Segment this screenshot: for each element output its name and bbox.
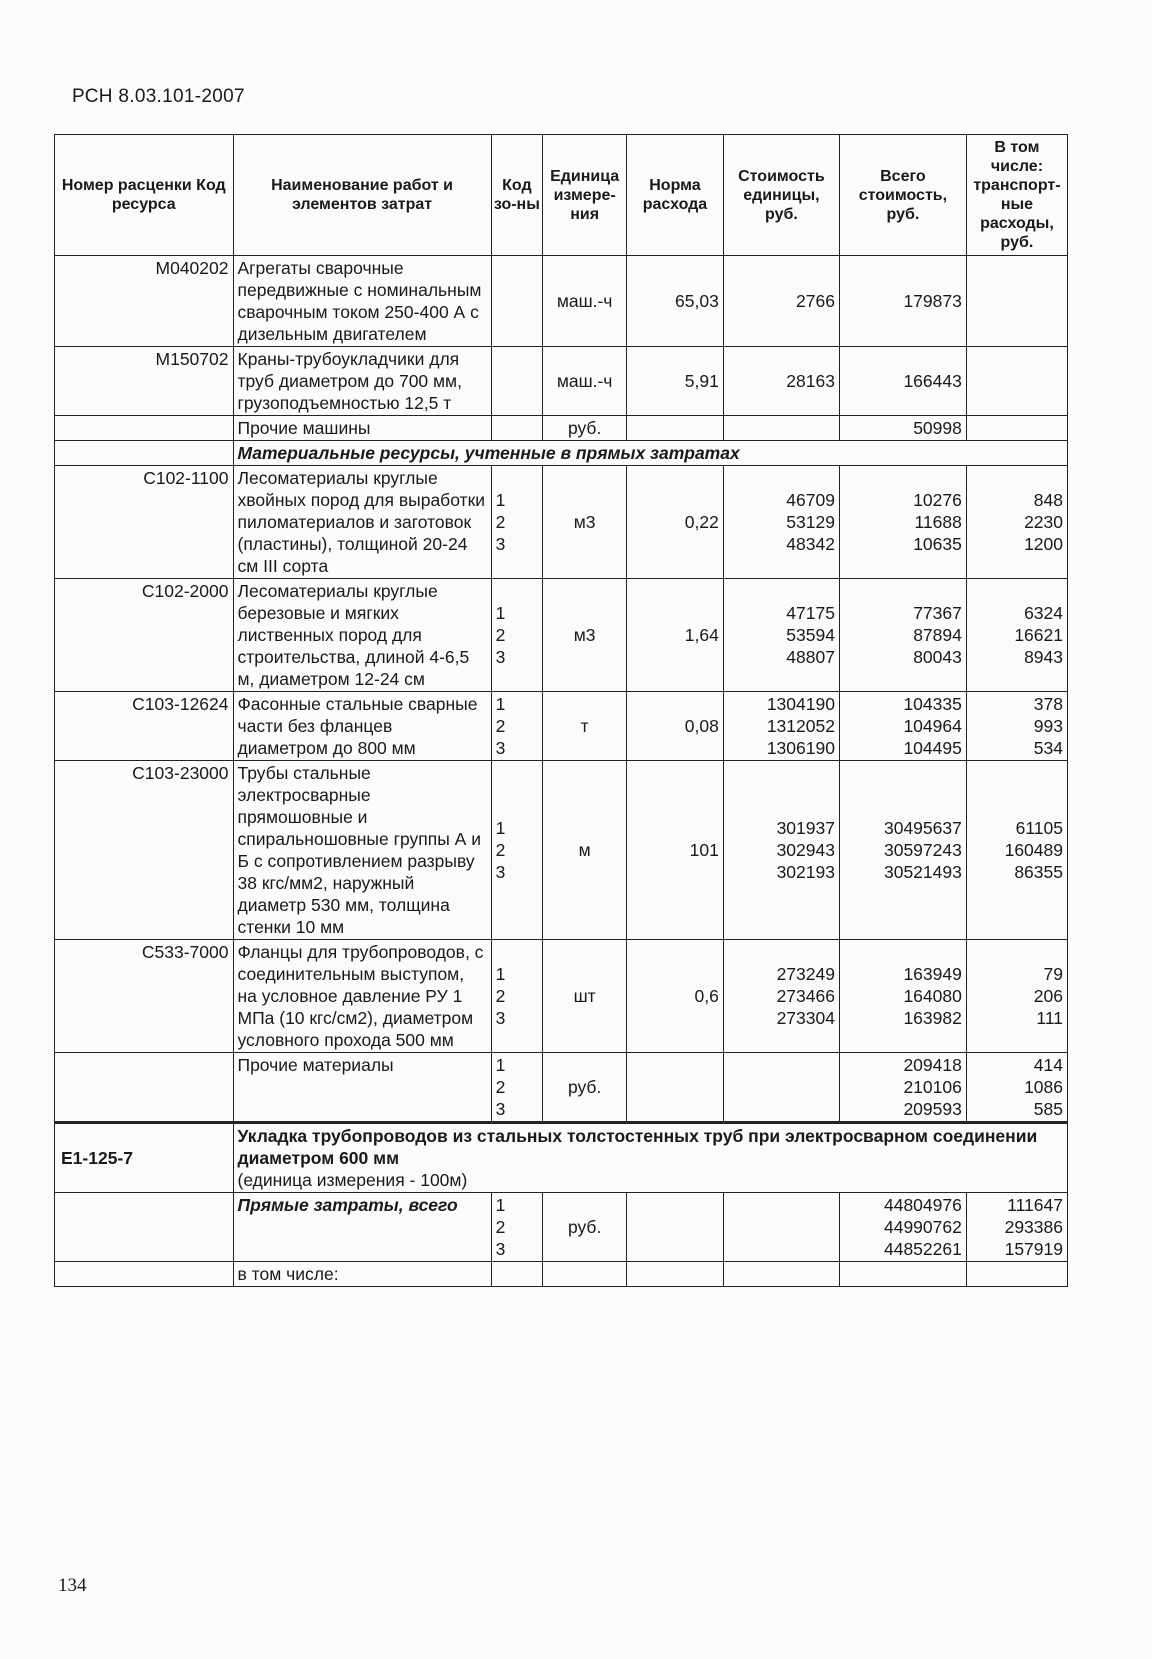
col-header-unit-cost: Стоимость единицы, руб. — [723, 135, 839, 256]
col-header-name: Наименование работ и элементов затрат — [233, 135, 491, 256]
total-cell: 179873 — [839, 256, 966, 347]
transport-zone-3: 111 — [1036, 1008, 1063, 1028]
resource-code: М150702 — [55, 347, 234, 416]
unit-cost-cell — [723, 1053, 839, 1123]
unit-cost-cell — [723, 1193, 839, 1262]
transport-zone-2: 160489 — [1004, 840, 1063, 860]
zone-3: 3 — [495, 534, 506, 554]
transport-zone-2: 1086 — [1024, 1077, 1063, 1097]
zone-2: 2 — [495, 625, 506, 645]
zone-cell — [491, 416, 543, 441]
zone-cell — [491, 347, 543, 416]
unit-cost-zone-1: 47175 — [786, 603, 835, 623]
table-row — [55, 347, 1068, 416]
unit-cost-cell — [723, 1262, 839, 1287]
norm-cell: 0,6 — [627, 940, 724, 1053]
norm-cell — [627, 1193, 724, 1262]
total-cell: 166443 — [839, 347, 966, 416]
unit-cost-cell — [723, 579, 839, 692]
zone-1: 1 — [495, 1195, 506, 1215]
transport-zone-1: 61105 — [1015, 818, 1063, 838]
zone-3: 3 — [495, 738, 506, 758]
unit-cost-cell — [723, 940, 839, 1053]
zone-cell — [491, 692, 543, 761]
total-cell — [839, 466, 966, 579]
total-zone-3: 80043 — [913, 647, 962, 667]
page-number: 134 — [58, 1575, 87, 1596]
section-row — [55, 441, 1068, 466]
col-header-norm: Норма расхода — [627, 135, 724, 256]
total-zone-1: 30495637 — [883, 818, 962, 838]
zone-cell — [491, 466, 543, 579]
total-zone-3: 163982 — [903, 1008, 962, 1028]
unit-cost-cell — [723, 761, 839, 940]
unit-cell: шт — [543, 940, 627, 1053]
total-zone-2: 210106 — [903, 1077, 962, 1097]
total-zone-3: 30521493 — [883, 862, 962, 882]
zone-3: 3 — [495, 1008, 506, 1028]
transport-cell — [966, 1193, 1067, 1262]
resource-code: С103-12624 — [55, 692, 234, 761]
resource-name: Прочие материалы — [233, 1053, 491, 1123]
zone-1: 1 — [495, 1055, 506, 1075]
resource-code: С102-1100 — [55, 466, 234, 579]
total-zone-1: 44804976 — [883, 1195, 962, 1215]
total-zone-2: 44990762 — [883, 1217, 962, 1237]
transport-zone-1: 378 — [1033, 694, 1063, 714]
resource-code — [55, 416, 234, 441]
table-row — [55, 416, 1068, 441]
table-row — [55, 1262, 1068, 1287]
resource-code — [55, 1053, 234, 1123]
zone-cell — [491, 1053, 543, 1123]
resource-name: Прочие машины — [233, 416, 491, 441]
unit-cost-zone-3: 48807 — [786, 647, 835, 667]
total-zone-1: 209418 — [903, 1055, 962, 1075]
norm-cell — [627, 1262, 724, 1287]
norm-cell: 65,03 — [627, 256, 724, 347]
norm-cell: 101 — [627, 761, 724, 940]
norm-cell: 0,22 — [627, 466, 724, 579]
transport-zone-2: 293386 — [1004, 1217, 1063, 1237]
unit-cell: маш.-ч — [543, 256, 627, 347]
total-zone-2: 104964 — [903, 716, 962, 736]
unit-cost-zone-3: 302193 — [776, 862, 835, 882]
zone-2: 2 — [495, 716, 506, 736]
unit-cost-zone-3: 48342 — [786, 534, 835, 554]
total-cell — [839, 1053, 966, 1123]
zone-3: 3 — [495, 1099, 506, 1119]
unit-cost-zone-2: 302943 — [776, 840, 835, 860]
rate-title-cell — [233, 1123, 1068, 1193]
total-cell — [839, 940, 966, 1053]
transport-cell — [966, 416, 1067, 441]
zone-3: 3 — [495, 1239, 506, 1259]
zone-cell — [491, 1193, 543, 1262]
transport-zone-3: 1200 — [1024, 534, 1063, 554]
resource-code: С102-2000 — [55, 579, 234, 692]
unit-cost-zone-1: 46709 — [786, 490, 835, 510]
norm-cell — [627, 1053, 724, 1123]
transport-zone-3: 86355 — [1014, 862, 1063, 882]
zone-2: 2 — [495, 1077, 506, 1097]
total-cell — [839, 579, 966, 692]
zone-cell — [491, 1262, 543, 1287]
unit-cost-cell: 2766 — [723, 256, 839, 347]
zone-3: 3 — [495, 647, 506, 667]
table-row — [55, 761, 1068, 940]
transport-zone-1: 111647 — [1007, 1195, 1063, 1215]
norm-cell: 0,08 — [627, 692, 724, 761]
rate-header-row — [55, 1123, 1068, 1193]
total-zone-2: 11688 — [914, 512, 962, 532]
norm-cell: 5,91 — [627, 347, 724, 416]
unit-cost-zone-2: 53594 — [786, 625, 835, 645]
zone-1: 1 — [495, 490, 506, 510]
total-zone-1: 10276 — [913, 490, 962, 510]
resource-code: С103-23000 — [55, 761, 234, 940]
total-cell — [839, 692, 966, 761]
total-zone-1: 163949 — [903, 964, 962, 984]
zone-2: 2 — [495, 512, 506, 532]
rates-table — [54, 134, 1068, 1287]
total-zone-3: 44852261 — [883, 1239, 962, 1259]
zone-2: 2 — [495, 1217, 506, 1237]
total-zone-3: 209593 — [903, 1099, 962, 1119]
zone-cell — [491, 256, 543, 347]
total-zone-2: 164080 — [903, 986, 962, 1006]
unit-cost-cell — [723, 692, 839, 761]
resource-name: Фасонные стальные сварные части без фланцев диаметром до 800 мм — [233, 692, 491, 761]
table-row — [55, 1053, 1068, 1123]
zone-1: 1 — [495, 964, 506, 984]
unit-cell: руб. — [543, 1053, 627, 1123]
unit-cell: т — [543, 692, 627, 761]
zone-cell — [491, 940, 543, 1053]
unit-cost-cell — [723, 466, 839, 579]
unit-cell: маш.-ч — [543, 347, 627, 416]
rate-title: Укладка трубопроводов из стальных толстостенных труб при электросварном соединении диаметром 600 мм — [237, 1126, 1038, 1168]
resource-code — [55, 1262, 234, 1287]
table-row — [55, 579, 1068, 692]
norm-cell — [627, 416, 724, 441]
unit-cost-zone-1: 1304190 — [766, 694, 835, 714]
total-zone-1: 104335 — [903, 694, 962, 714]
resource-name: Прямые затраты, всего — [233, 1193, 491, 1262]
unit-cost-zone-2: 273466 — [776, 986, 835, 1006]
total-zone-1: 77367 — [913, 603, 962, 623]
transport-zone-3: 8943 — [1024, 647, 1063, 667]
transport-cell — [966, 466, 1067, 579]
unit-cost-cell — [723, 416, 839, 441]
unit-cost-zone-3: 1306190 — [766, 738, 835, 758]
zone-3: 3 — [495, 862, 506, 882]
zone-1: 1 — [495, 603, 506, 623]
table-row — [55, 692, 1068, 761]
rate-unit-note: (единица измерения - 100м) — [237, 1170, 468, 1190]
resource-name: Фланцы для трубопроводов, с соединительным выступом, на условное давление РУ 1 МПа (10 кгс/см2), диаметром условного прохода 500 мм — [233, 940, 491, 1053]
unit-cell: м3 — [543, 579, 627, 692]
resource-name: Лесоматериалы круглые хвойных пород для выработки пиломатериалов и заготовок (пластины), толщиной 20-24 см III сорта — [233, 466, 491, 579]
resource-name: Краны-трубоукладчики для труб диаметром до 700 мм, грузоподъемностью 12,5 т — [233, 347, 491, 416]
zone-cell — [491, 761, 543, 940]
zone-2: 2 — [495, 986, 506, 1006]
zone-1: 1 — [495, 818, 506, 838]
transport-zone-2: 206 — [1033, 986, 1063, 1006]
total-zone-2: 30597243 — [883, 840, 962, 860]
transport-zone-2: 16621 — [1014, 625, 1063, 645]
transport-cell — [966, 579, 1067, 692]
col-header-transport: В том числе: транспорт-ные расходы, руб. — [966, 135, 1067, 256]
transport-cell — [966, 761, 1067, 940]
zone-2: 2 — [495, 840, 506, 860]
transport-cell — [966, 1262, 1067, 1287]
resource-code: С533-7000 — [55, 940, 234, 1053]
unit-cost-zone-3: 273304 — [776, 1008, 835, 1028]
unit-cell — [543, 1262, 627, 1287]
unit-cost-cell: 28163 — [723, 347, 839, 416]
total-zone-3: 10635 — [913, 534, 962, 554]
table-row — [55, 466, 1068, 579]
transport-zone-1: 79 — [1043, 964, 1063, 984]
resource-name: в том числе: — [233, 1262, 491, 1287]
col-header-zone: Код зо-ны — [491, 135, 543, 256]
total-zone-2: 87894 — [913, 625, 962, 645]
table-header-row — [55, 135, 1068, 256]
col-header-code: Номер расценки Код ресурса — [55, 135, 234, 256]
total-zone-3: 104495 — [903, 738, 962, 758]
transport-zone-3: 585 — [1033, 1099, 1063, 1119]
unit-cell: м3 — [543, 466, 627, 579]
zone-cell — [491, 579, 543, 692]
transport-cell — [966, 940, 1067, 1053]
transport-zone-1: 6324 — [1024, 603, 1063, 623]
col-header-total: Всего стоимость, руб. — [839, 135, 966, 256]
resource-name: Лесоматериалы круглые березовые и мягких лиственных пород для строительства, длиной 4-6,5 м, диаметром 12-24 см — [233, 579, 491, 692]
unit-cell: руб. — [543, 416, 627, 441]
unit-cost-zone-1: 273249 — [776, 964, 835, 984]
transport-zone-2: 993 — [1033, 716, 1063, 736]
resource-name: Агрегаты сварочные передвижные с номинальным сварочным током 250-400 А с дизельным двигателем — [233, 256, 491, 347]
norm-cell: 1,64 — [627, 579, 724, 692]
transport-cell — [966, 1053, 1067, 1123]
rate-code: Е1-125-7 — [55, 1123, 234, 1193]
transport-cell — [966, 256, 1067, 347]
unit-cell: м — [543, 761, 627, 940]
unit-cell: руб. — [543, 1193, 627, 1262]
transport-zone-1: 414 — [1033, 1055, 1063, 1075]
unit-cost-zone-1: 301937 — [776, 818, 835, 838]
table-row — [55, 940, 1068, 1053]
total-cell: 50998 — [839, 416, 966, 441]
resource-code: М040202 — [55, 256, 234, 347]
transport-zone-3: 157919 — [1004, 1239, 1063, 1259]
unit-cost-zone-2: 53129 — [786, 512, 835, 532]
table-row — [55, 1193, 1068, 1262]
col-header-unit: Единица измере-ния — [543, 135, 627, 256]
total-cell — [839, 761, 966, 940]
transport-zone-3: 534 — [1033, 738, 1063, 758]
resource-code — [55, 1193, 234, 1262]
resource-name: Трубы стальные электросварные прямошовные и спиральношовные группы А и Б с сопротивлением разрыву 38 кгс/мм2, наружный диаметр 530 мм, толщина стенки 10 мм — [233, 761, 491, 940]
unit-cost-zone-2: 1312052 — [766, 716, 835, 736]
transport-zone-2: 2230 — [1024, 512, 1063, 532]
section-spacer — [55, 441, 234, 466]
transport-cell — [966, 692, 1067, 761]
total-cell — [839, 1262, 966, 1287]
section-title: Материальные ресурсы, учтенные в прямых затратах — [233, 441, 1068, 466]
table-row — [55, 256, 1068, 347]
transport-zone-1: 848 — [1033, 490, 1063, 510]
zone-1: 1 — [495, 694, 506, 714]
document-code: РСН 8.03.101-2007 — [72, 86, 245, 107]
total-cell — [839, 1193, 966, 1262]
transport-cell — [966, 347, 1067, 416]
